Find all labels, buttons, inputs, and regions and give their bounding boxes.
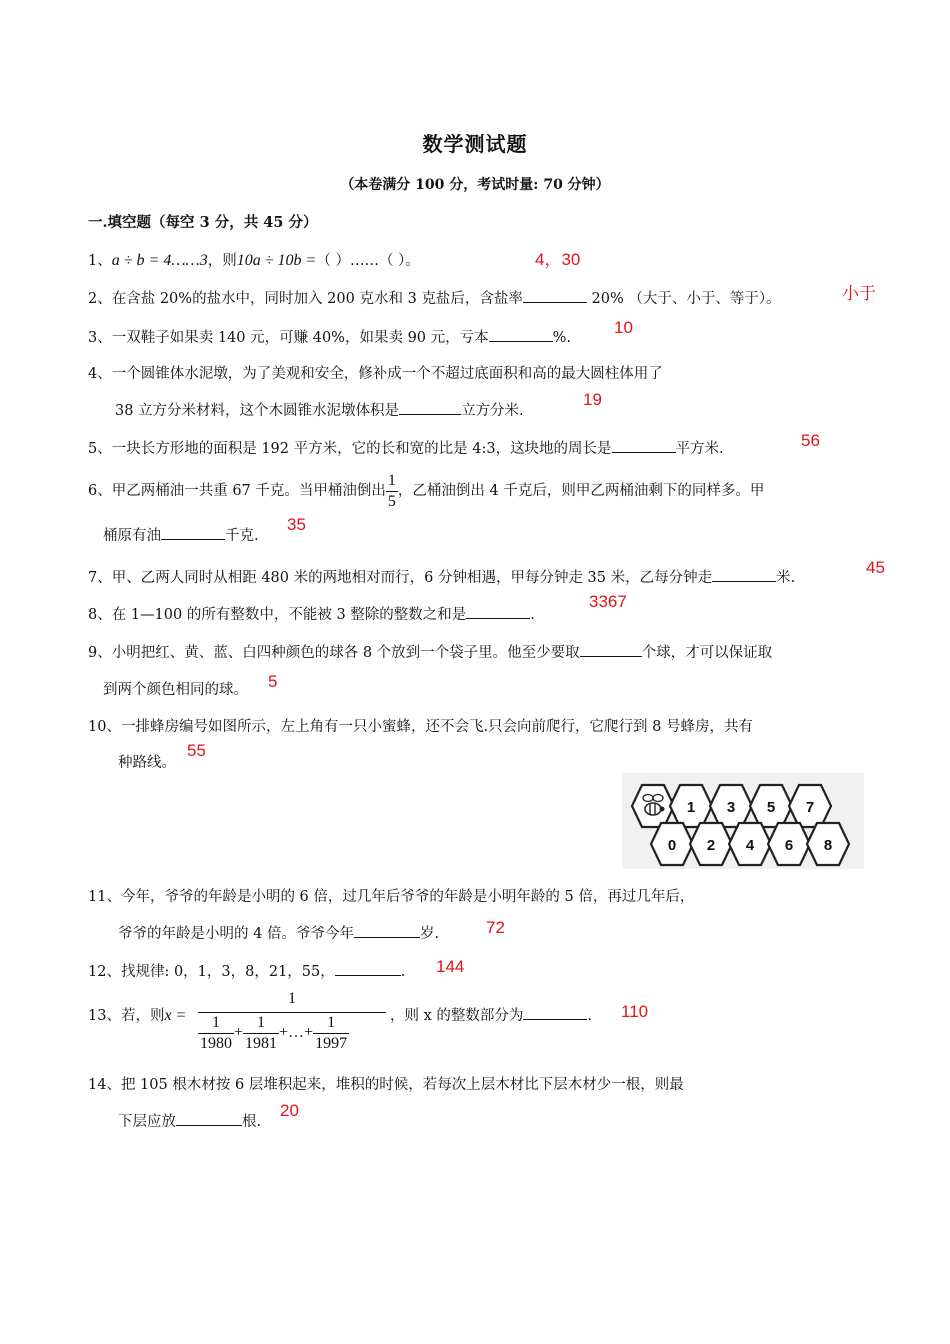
q13-term-1980: $\frac{1}{1980}$ <box>200 1014 232 1052</box>
q13-big-numerator: 1 <box>288 990 296 1007</box>
section-heading: 一.填空题（每空 3 分，共 45 分） <box>88 214 318 231</box>
q6-answer: 35 <box>287 515 306 534</box>
q2-blank[interactable] <box>523 289 587 303</box>
q14-blank[interactable] <box>176 1112 242 1126</box>
q1-blanks: （ ）……（ ）。 <box>316 253 420 269</box>
q1-expression: a ÷ b = 4……3 <box>111 252 208 269</box>
q13-blank[interactable] <box>523 1006 587 1020</box>
question-12 <box>88 960 405 981</box>
q14-text: 下层应放 <box>118 1114 176 1130</box>
q6-blank[interactable] <box>161 526 225 540</box>
cell-label-8: 8 <box>823 837 833 854</box>
q2-text: 2、在含盐 20%的盐水中，同时加入 200 克水和 3 克盐后，含盐率 <box>88 291 523 307</box>
question-3 <box>88 326 571 347</box>
q5-blank[interactable] <box>612 439 676 453</box>
q11-text-end: 岁. <box>419 926 440 942</box>
q8-text-end: . <box>530 607 535 623</box>
q2-text-end: 20% （大于、小于、等于）。 <box>586 291 781 307</box>
q13-text: 13、若，则x = <box>88 1007 187 1024</box>
q7-answer: 45 <box>866 558 885 577</box>
q5-text-end: 平方米. <box>675 441 724 457</box>
q3-blank[interactable] <box>489 328 553 342</box>
q8-answer: 3367 <box>589 592 627 611</box>
question-2 <box>88 287 781 308</box>
question-14-line-2 <box>118 1110 261 1131</box>
q5-answer: 56 <box>801 431 820 450</box>
q11-blank[interactable] <box>354 924 420 938</box>
cell-label-6: 6 <box>784 837 794 854</box>
q5-text: 5、一块长方形地的面积是 192 平方米，它的长和宽的比是 4:3，这块地的周长是 <box>88 441 612 457</box>
q1-number: 1、 <box>88 253 112 269</box>
cell-label-2: 2 <box>706 837 716 854</box>
q4-text-end: 立方分米. <box>461 403 524 419</box>
cell-label-7: 7 <box>805 799 815 816</box>
question-4-line-2 <box>115 399 524 420</box>
question-11-line-1: 11、今年，爷爷的年龄是小明的 6 倍，过几年后爷爷的年龄是小明年龄的 5 倍，再过几年后， <box>88 889 695 905</box>
q7-text: 7、甲、乙两人同时从相距 480 米的两地相对而行，6 分钟相遇，甲每分钟走 35 米，乙每分钟走 <box>88 570 713 586</box>
q3-answer: 10 <box>614 318 633 337</box>
cell-label-0: 0 <box>667 837 677 854</box>
q9-blank[interactable] <box>580 643 642 657</box>
cell-label-3: 3 <box>726 799 736 816</box>
q1-connector: ，则 <box>207 253 237 269</box>
cell-label-5: 5 <box>766 799 776 816</box>
q1-expression-2: 10a ÷ 10b = <box>236 252 317 269</box>
question-6-line-2 <box>103 524 259 545</box>
q14-answer: 20 <box>280 1101 299 1120</box>
q13-variable: x = <box>164 1007 187 1024</box>
q11-text: 爷爷的年龄是小明的 4 倍。爷爷今年 <box>118 926 354 942</box>
q12-blank[interactable] <box>335 962 401 976</box>
question-7 <box>88 566 795 587</box>
page-title: 数学测试题 <box>422 132 528 156</box>
question-8 <box>88 603 535 624</box>
q3-text: 3、一双鞋子如果卖 140 元，可赚 40%，如果卖 90 元，亏本 <box>88 330 489 346</box>
q13-term-1997: $\frac{1}{1997}$ <box>315 1014 348 1052</box>
q8-text: 8、在 1—100 的所有整数中，不能被 3 整除的整数之和是 <box>88 607 467 623</box>
q14-text-end: 根. <box>242 1114 262 1130</box>
q12-answer: 144 <box>436 957 465 976</box>
q1-answer: 4，30 <box>535 250 581 269</box>
honeycomb-figure <box>622 773 864 869</box>
q9-answer: 5 <box>268 672 278 691</box>
q6-line2-end: 千克. <box>225 528 259 544</box>
q12-text-end: . <box>400 964 406 980</box>
q4-answer: 19 <box>583 390 602 409</box>
q13-text-end: ，则 x 的整数部分为 . <box>390 1008 593 1024</box>
question-4-line-1: 4、一个圆锥体水泥墩，为了美观和安全，修补成一个不超过底面积和高的最大圆柱体用了 <box>88 366 663 382</box>
q9-text-end: 个球，才可以保证取 <box>641 645 773 661</box>
q6-text: 6、甲乙两桶油一共重 67 千克。当甲桶油倒出 <box>88 483 386 499</box>
question-9-line-1 <box>88 641 772 662</box>
question-10-line-2: 种路线。 <box>118 755 176 771</box>
q2-answer: 小于 <box>842 284 876 303</box>
q7-text-end: 米. <box>776 570 796 586</box>
q4-text: 38 立方分米材料，这个木圆锥水泥墩体积是 <box>115 403 400 419</box>
cell-label-1: 1 <box>686 799 696 816</box>
q13-term-1981: $\frac{1}{1981}$ <box>245 1014 278 1052</box>
q6-text-end: ，乙桶油倒出 4 千克后，则甲乙两桶油剩下的同样多。甲 <box>397 483 765 499</box>
question-10-line-1: 10、一排蜂房编号如图所示，左上角有一只小蜜蜂，还不会飞.只会向前爬行，它爬行到 8 号蜂房，共有 <box>88 719 753 735</box>
q3-text-end: %. <box>552 330 572 346</box>
q6-fraction: $\frac{1}{5}$ <box>387 471 396 510</box>
q10-answer: 55 <box>187 741 206 760</box>
question-14-line-1: 14、把 105 根木材按 6 层堆积起来，堆积的时候，若每次上层木材比下层木材少一根，则最 <box>88 1077 684 1093</box>
q9-text: 9、小明把红、黄、蓝、白四种颜色的球各 8 个放到一个袋子里。他至少要取 <box>88 645 580 661</box>
question-6-line-1 <box>88 467 764 515</box>
q8-blank[interactable] <box>466 605 530 619</box>
q12-text: 12、找规律: 0，1，3，8，21，55， <box>88 964 335 980</box>
question-9-line-2: 到两个颜色相同的球。 <box>103 682 248 698</box>
q7-blank[interactable] <box>712 568 776 582</box>
q11-answer: 72 <box>486 918 505 937</box>
q6-line2-text: 桶原有油 <box>103 528 161 544</box>
question-1 <box>88 249 420 270</box>
cell-label-4: 4 <box>745 837 755 854</box>
q4-blank[interactable] <box>399 401 461 415</box>
question-11-line-2 <box>118 922 439 943</box>
q13-answer: 110 <box>621 1002 649 1021</box>
q13-denominator: $\frac{1}{1980}$ + $\frac{1}{1981}$ +…+ $\frac{1}{1997}$ <box>200 1014 348 1052</box>
question-5 <box>88 437 724 458</box>
page-subtitle: （本卷满分 100 分，考试时量: 70 分钟） <box>340 177 610 193</box>
